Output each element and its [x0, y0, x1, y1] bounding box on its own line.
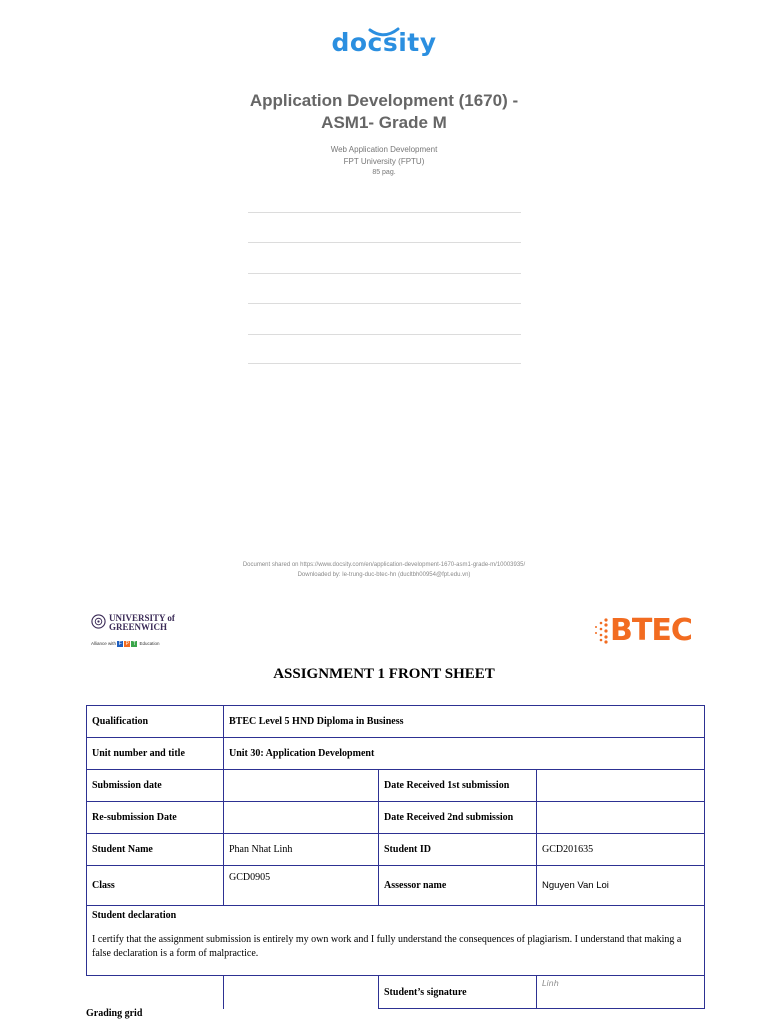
university-name: FPT University (FPTU)	[343, 157, 425, 166]
divider	[248, 363, 521, 364]
footer-downloaded-by: Downloaded by: le-trung-duc-btec-hn (ducltbh00954@fpt.edu.vn)	[297, 572, 471, 578]
course-name: Web Application Development	[330, 145, 438, 154]
class-value: GCD0905	[224, 866, 379, 906]
resubmission-date-value	[224, 802, 379, 834]
docsity-wordmark: docsity	[331, 28, 437, 57]
grading-grid-heading: Grading grid	[86, 1008, 143, 1019]
page-count: 85 pag.	[372, 169, 396, 176]
divider	[248, 334, 521, 335]
divider	[248, 273, 521, 274]
smile-icon	[364, 26, 404, 40]
date-received-2-label: Date Received 2nd submission	[379, 802, 537, 834]
empty-cell	[224, 976, 379, 1009]
date-received-1-label: Date Received 1st submission	[379, 770, 537, 802]
table-row	[87, 976, 705, 1009]
student-id-label: Student ID	[379, 834, 537, 866]
declaration-label: Student declaration	[92, 910, 177, 921]
student-name-label: Student Name	[87, 834, 224, 866]
document-title: Application Development (1670) - ASM1- Grade M	[249, 91, 519, 132]
btec-dots-icon	[592, 614, 610, 648]
divider	[248, 242, 521, 243]
declaration-text: I certify that the assignment submission is entirely my own work and I fully understand the consequences of plagiarism. I understand that making a false declaration is a form of malpractice.	[92, 934, 682, 959]
assessor-value: Nguyen Van Loi	[537, 866, 705, 906]
table-row	[87, 770, 705, 802]
docsity-logo[interactable]	[0, 28, 768, 57]
student-name-value: Phan Nhat Linh	[224, 834, 379, 866]
unit-label: Unit number and title	[87, 738, 224, 770]
table-row	[87, 802, 705, 834]
front-sheet-table	[86, 705, 705, 1009]
resubmission-date-label: Re-submission Date	[87, 802, 224, 834]
student-declaration	[87, 906, 705, 976]
table-row	[87, 906, 705, 976]
submission-date-label: Submission date	[87, 770, 224, 802]
divider	[248, 212, 521, 213]
empty-cell	[87, 976, 224, 1009]
date-received-2-value	[537, 802, 705, 834]
footer-shared-link[interactable]: Document shared on https://www.docsity.com/en/application-development-1670-asm1-grade-m/10003935/	[242, 562, 526, 568]
submission-date-value	[224, 770, 379, 802]
unit-value: Unit 30: Application Development	[224, 738, 705, 770]
table-row	[87, 706, 705, 738]
qualification-value: BTEC Level 5 HND Diploma in Business	[224, 706, 705, 738]
divider	[248, 303, 521, 304]
date-received-1-value	[537, 770, 705, 802]
fpt-alliance: Alliance with F P T Education	[91, 641, 160, 647]
table-row	[87, 866, 705, 906]
class-label: Class	[87, 866, 224, 906]
assignment-sheet-title: ASSIGNMENT 1 FRONT SHEET	[273, 666, 495, 682]
assessor-label: Assessor name	[379, 866, 537, 906]
table-row	[87, 834, 705, 866]
student-id-value: GCD201635	[537, 834, 705, 866]
table-row	[87, 738, 705, 770]
university-crest-icon	[91, 614, 106, 629]
signature-value: Linh	[537, 976, 705, 1009]
qualification-label: Qualification	[87, 706, 224, 738]
signature-label: Student’s signature	[379, 976, 537, 1009]
